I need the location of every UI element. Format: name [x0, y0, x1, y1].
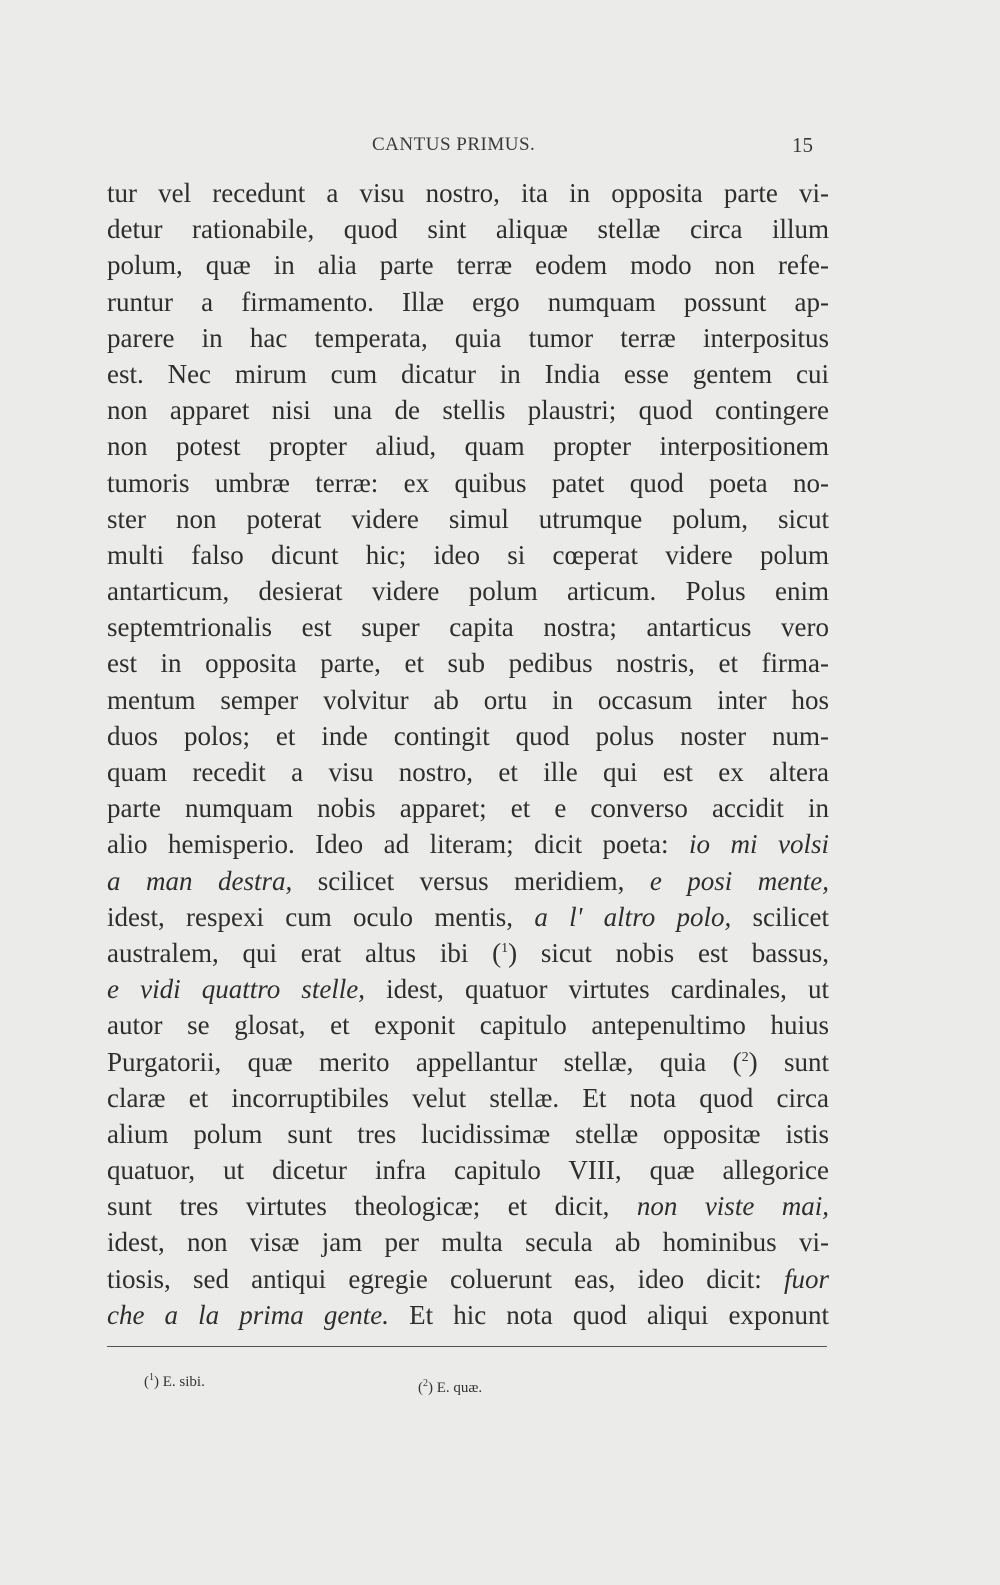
text-line: [107, 1007, 829, 1043]
footnote-1-text: E. sibi.: [162, 1374, 205, 1390]
text-segment: tumoris umbræ terræ: ex quibus patet quod poeta no-: [107, 467, 829, 498]
footnote-1-marker: 1: [149, 1372, 154, 1383]
text-segment: Purgatorii, quæ merito appellantur stellæ, quia (: [107, 1046, 742, 1077]
text-line: [107, 718, 829, 754]
text-line: [107, 754, 829, 790]
text-line: [107, 863, 829, 899]
text-segment: idest, respexi cum oculo mentis,: [107, 901, 535, 932]
text-line: [107, 645, 829, 681]
footnote-2-marker: 2: [423, 1378, 428, 1389]
text-line: [107, 1116, 829, 1152]
text-segment: australem, qui erat altus ibi (: [107, 937, 502, 968]
text-segment: ) sunt: [748, 1046, 830, 1077]
text-segment: parere in hac temperata, quia tumor terræ interpositus: [107, 322, 829, 353]
text-line: [107, 935, 829, 971]
text-segment: idest, quatuor virtutes cardinales, ut: [365, 974, 829, 1005]
text-line: [107, 609, 829, 645]
text-line: [107, 211, 829, 247]
text-line: [107, 356, 829, 392]
text-segment: non apparet nisi una de stellis plaustri; quod contingere: [107, 395, 829, 426]
text-segment: quatuor, ut dicetur infra capitulo VIII, quæ allegorice: [107, 1155, 829, 1186]
footnote-1: ($^1$) E. sibi.: [144, 1372, 205, 1390]
text-line: [107, 1188, 829, 1224]
text-line: [107, 175, 829, 211]
text-line: [107, 537, 829, 573]
text-segment: tur vel recedunt a visu nostro, ita in opposita parte vi-: [107, 178, 829, 208]
footnote-reference: 1: [501, 941, 509, 957]
text-line: [107, 790, 829, 826]
text-line: [107, 392, 829, 428]
text-segment: est in opposita parte, et sub pedibus nostris, et firma-: [107, 648, 829, 679]
commentary-text: [107, 175, 829, 1333]
text-line: [107, 1044, 829, 1080]
text-segment: ster non poterat videre simul utrumque polum, sicut: [107, 503, 829, 534]
text-segment: quam recedit a visu nostro, et ille qui est ex altera: [107, 757, 829, 787]
text-line: [107, 826, 829, 862]
footnote-reference: 2: [741, 1049, 749, 1065]
text-line: [107, 1224, 829, 1260]
text-segment: tiosis, sed antiqui egregie coluerunt eas, ideo dicit:: [107, 1263, 784, 1294]
footnote-separator-rule: [107, 1346, 827, 1347]
text-segment: autor se glosat, et exponit capitulo antepenultimo huius: [107, 1010, 829, 1041]
text-segment: idest, non visæ jam per multa secula ab hominibus vi-: [107, 1227, 829, 1258]
footnote-2: ($^2$) E. quæ.: [418, 1378, 483, 1396]
text-line: [107, 1080, 829, 1116]
italic-quotation: a l' altro polo,: [534, 901, 732, 932]
text-segment: Et hic nota quod aliqui exponunt: [389, 1299, 829, 1330]
running-title: CANTUS PRIMUS.: [372, 134, 536, 155]
text-segment: runtur a firmamento. Illæ ergo numquam possunt ap-: [107, 286, 829, 317]
text-segment: scilicet versus meridiem,: [292, 865, 650, 896]
text-segment: claræ et incorruptibiles velut stellæ. Et nota quod circa: [107, 1082, 829, 1113]
text-line: [107, 320, 829, 356]
page-number: 15: [792, 133, 813, 157]
text-line: [107, 428, 829, 464]
text-segment: alium polum sunt tres lucidissimæ stellæ oppositæ istis: [107, 1118, 829, 1149]
text-segment: septemtrionalis est super capita nostra; antarticus vero: [107, 612, 829, 643]
text-line: [107, 247, 829, 283]
italic-quotation: fuor: [783, 1263, 829, 1294]
text-line: [107, 501, 829, 537]
text-segment: est. Nec mirum cum dicatur in India esse gentem cui: [107, 358, 829, 389]
text-segment: parte numquam nobis apparet; et e converso accidit in: [107, 793, 829, 824]
footnote-2-text: E. quæ.: [436, 1380, 483, 1396]
italic-quotation: a man destra,: [107, 865, 293, 896]
italic-quotation: io mi volsi: [689, 829, 830, 860]
italic-quotation: che a la prima gente.: [107, 1299, 390, 1330]
text-line: [107, 971, 829, 1007]
text-line: [107, 465, 829, 501]
italic-quotation: e vidi quattro stelle,: [107, 974, 366, 1005]
text-segment: duos polos; et inde contingit quod polus noster num-: [107, 720, 829, 751]
text-segment: scilicet: [731, 901, 829, 932]
text-segment: sunt tres virtutes theologicæ; et dicit,: [107, 1191, 637, 1222]
text-line: [107, 284, 829, 320]
italic-quotation: non viste mai,: [636, 1191, 829, 1222]
text-segment: non potest propter aliud, quam propter interpositionem: [107, 431, 829, 462]
text-segment: multi falso dicunt hic; ideo si cœperat videre polum: [107, 539, 829, 570]
text-segment: alio hemisperio. Ideo ad literam; dicit poeta:: [107, 829, 690, 860]
text-line: [107, 1261, 829, 1297]
text-line: [107, 899, 829, 935]
text-segment: ) sicut nobis est bassus,: [508, 937, 830, 968]
text-line: [107, 682, 829, 718]
text-segment: polum, quæ in alia parte terræ eodem modo non refe-: [107, 250, 829, 281]
text-line: [107, 1297, 829, 1333]
text-segment: detur rationabile, quod sint aliquæ stellæ circa illum: [107, 214, 829, 245]
italic-quotation: e posi mente,: [649, 865, 830, 896]
text-segment: antarticum, desierat videre polum articum. Polus enim: [107, 576, 829, 607]
text-line: [107, 573, 829, 609]
text-segment: mentum semper volvitur ab ortu in occasum inter hos: [107, 684, 829, 715]
text-line: [107, 1152, 829, 1188]
